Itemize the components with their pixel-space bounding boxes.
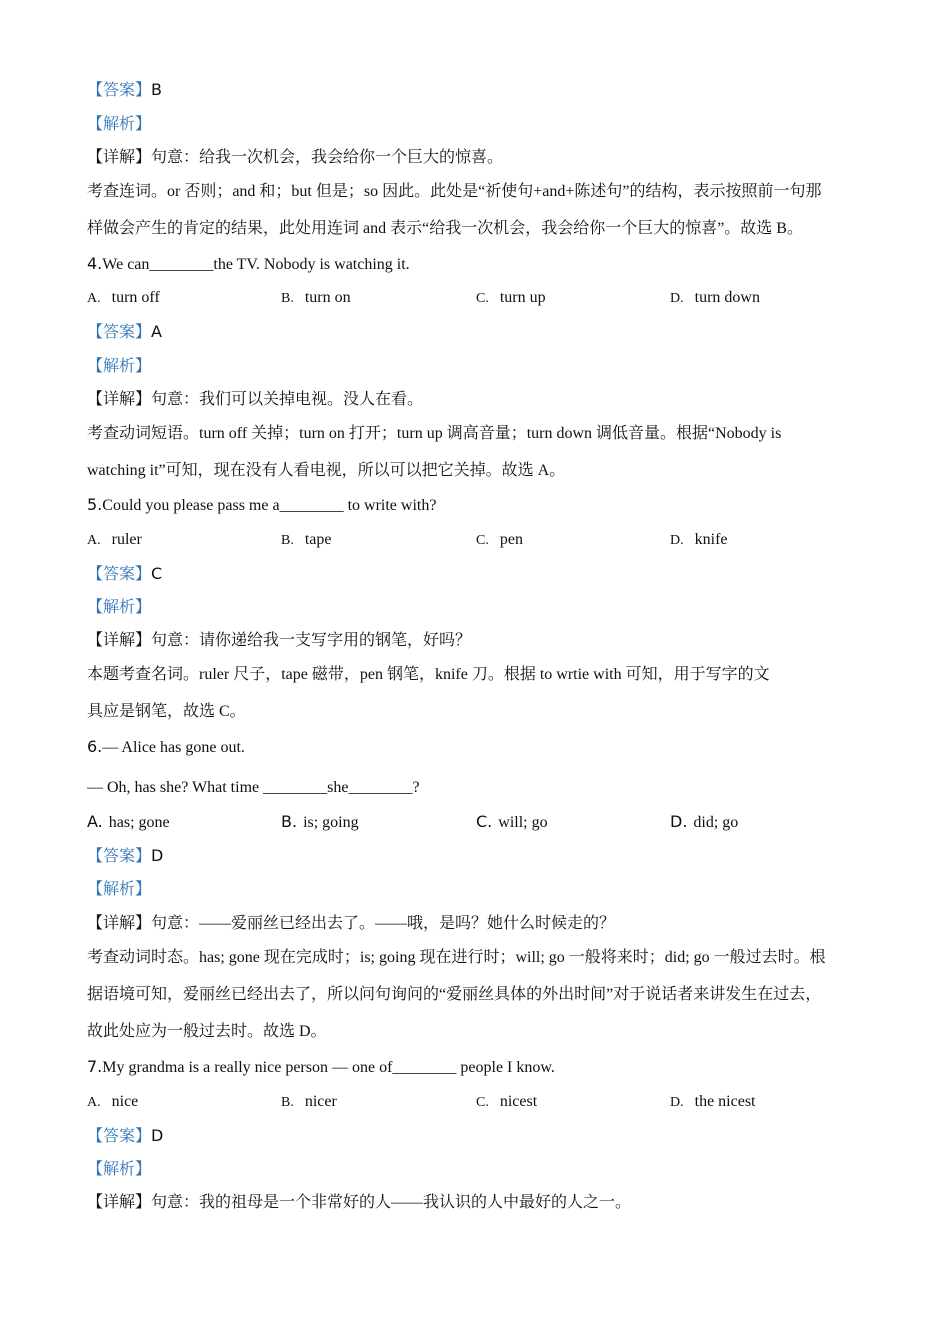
answer-value: C <box>151 564 163 583</box>
detail-line <box>87 914 615 934</box>
option-letter: D. <box>670 1095 684 1110</box>
option-letter: A. <box>87 1095 101 1110</box>
option-letter: C. <box>476 1095 489 1110</box>
detail-line <box>87 390 423 410</box>
option-text: turn down <box>694 289 760 306</box>
option-a <box>87 288 160 309</box>
answer-value: D <box>151 846 164 865</box>
answer-line <box>87 322 162 343</box>
question-number: 4. <box>87 254 103 273</box>
option-c <box>476 530 523 551</box>
option-a <box>87 812 170 833</box>
option-letter: D. <box>670 533 684 548</box>
answer-label: 【答案】 <box>87 566 152 583</box>
option-letter: C. <box>476 291 489 306</box>
option-text: knife <box>694 531 728 548</box>
option-letter: C. <box>476 533 489 548</box>
option-letter: A. <box>87 812 103 831</box>
option-a <box>87 530 142 551</box>
option-letter: C. <box>476 812 493 831</box>
question-number: 5. <box>87 495 103 514</box>
answer-label: 【答案】 <box>87 1128 152 1145</box>
question-stem <box>87 737 245 758</box>
analysis-label: 【解析】 <box>87 599 152 616</box>
question-stem-line2: — Oh, has she? What time ________she________? <box>87 779 420 796</box>
question-stem <box>87 495 436 516</box>
detail-line <box>87 1193 631 1213</box>
answer-value: D <box>151 1126 164 1145</box>
option-text: did; go <box>693 814 739 831</box>
option-a <box>87 1092 138 1113</box>
option-text: is; going <box>303 814 359 831</box>
explanation-line: 具应是钢笔，故选 C。 <box>87 703 246 720</box>
detail-text: 句意：给我一次机会，我会给你一个巨大的惊喜。 <box>151 149 504 166</box>
explanation-line: 样做会产生的肯定的结果，此处用连词 and 表示“给我一次机会，我会给你一个巨大的惊喜”。故选 B。 <box>87 220 803 237</box>
option-text: nice <box>111 1093 139 1110</box>
answer-label: 【答案】 <box>87 324 152 341</box>
explanation-line: 考查动词时态。has; gone 现在完成时；is; going 现在进行时；will; go 一般将来时；did; go 一般过去时。根 <box>87 949 826 966</box>
option-text: turn on <box>304 289 351 306</box>
option-letter: A. <box>87 291 101 306</box>
explanation-line: 故此处应为一般过去时。故选 D。 <box>87 1023 327 1040</box>
detail-label: 【详解】 <box>87 632 152 649</box>
answer-value: A <box>151 322 162 341</box>
option-c <box>476 288 546 309</box>
option-letter: D. <box>670 291 684 306</box>
analysis-label: 【解析】 <box>87 1161 152 1178</box>
answer-line <box>87 564 162 585</box>
detail-label: 【详解】 <box>87 1194 152 1211</box>
option-d <box>670 530 728 551</box>
option-letter: A. <box>87 533 101 548</box>
explanation-line: watching it”可知，现在没有人看电视，所以可以把它关掉。故选 A。 <box>87 462 566 479</box>
answer-line <box>87 80 162 101</box>
option-letter: B. <box>281 291 294 306</box>
explanation-line: 考查连词。or 否则；and 和；but 但是；so 因此。此处是“祈使句+and+陈述句”的结构，表示按照前一句那 <box>87 183 822 200</box>
option-letter: B. <box>281 1095 294 1110</box>
option-text: pen <box>499 531 523 548</box>
detail-label: 【详解】 <box>87 391 152 408</box>
detail-text: 句意：——爱丽丝已经出去了。——哦，是吗？她什么时候走的？ <box>151 915 616 932</box>
analysis-label: 【解析】 <box>87 358 152 375</box>
option-text: turn off <box>111 289 160 306</box>
option-letter: B. <box>281 812 298 831</box>
analysis-label: 【解析】 <box>87 116 152 133</box>
question-number: 6. <box>87 737 103 756</box>
detail-label: 【详解】 <box>87 915 152 932</box>
analysis-label: 【解析】 <box>87 881 152 898</box>
question-text: — Alice has gone out. <box>102 739 245 756</box>
answer-label: 【答案】 <box>87 82 152 99</box>
detail-text: 句意：我们可以关掉电视。没人在看。 <box>151 391 424 408</box>
detail-line <box>87 148 503 168</box>
detail-text: 句意：我的祖母是一个非常好的人——我认识的人中最好的人之一。 <box>151 1194 632 1211</box>
option-text: the nicest <box>694 1093 756 1110</box>
question-text: My grandma is a really nice person — one of________ people I know. <box>102 1059 555 1076</box>
answer-value: B <box>151 80 162 99</box>
option-text: nicest <box>499 1093 538 1110</box>
option-b <box>281 530 332 551</box>
option-b <box>281 812 359 833</box>
answer-label: 【答案】 <box>87 848 152 865</box>
option-d <box>670 1092 756 1113</box>
detail-label: 【详解】 <box>87 149 152 166</box>
option-c <box>476 1092 537 1113</box>
option-c <box>476 812 548 833</box>
option-b <box>281 288 351 309</box>
question-number: 7. <box>87 1057 103 1076</box>
option-text: has; gone <box>108 814 170 831</box>
answer-line <box>87 846 163 867</box>
detail-line <box>87 631 471 651</box>
explanation-line: 考查动词短语。turn off 关掉；turn on 打开；turn up 调高音量；turn down 调低音量。根据“Nobody is <box>87 425 782 442</box>
option-d <box>670 812 738 833</box>
explanation-line: 本题考查名词。ruler 尺子，tape 磁带，pen 钢笔，knife 刀。根据 to wrtie with 可知，用于写字的文 <box>87 666 770 683</box>
option-text: ruler <box>111 531 142 548</box>
option-b <box>281 1092 337 1113</box>
detail-text: 句意：请你递给我一支写字用的钢笔，好吗？ <box>151 632 472 649</box>
option-letter: D. <box>670 812 688 831</box>
option-d <box>670 288 760 309</box>
option-text: will; go <box>498 814 548 831</box>
question-text: We can________the TV. Nobody is watching it. <box>102 256 410 273</box>
question-stem <box>87 254 410 275</box>
explanation-line: 据语境可知，爱丽丝已经出去了，所以问句询问的“爱丽丝具体的外出时间”对于说话者来讲发生在过去， <box>87 986 822 1003</box>
question-text: Could you please pass me a________ to write with? <box>102 497 437 514</box>
option-text: tape <box>304 531 332 548</box>
question-stem <box>87 1057 555 1078</box>
answer-line <box>87 1126 163 1147</box>
option-letter: B. <box>281 533 294 548</box>
option-text: nicer <box>304 1093 337 1110</box>
option-text: turn up <box>499 289 546 306</box>
